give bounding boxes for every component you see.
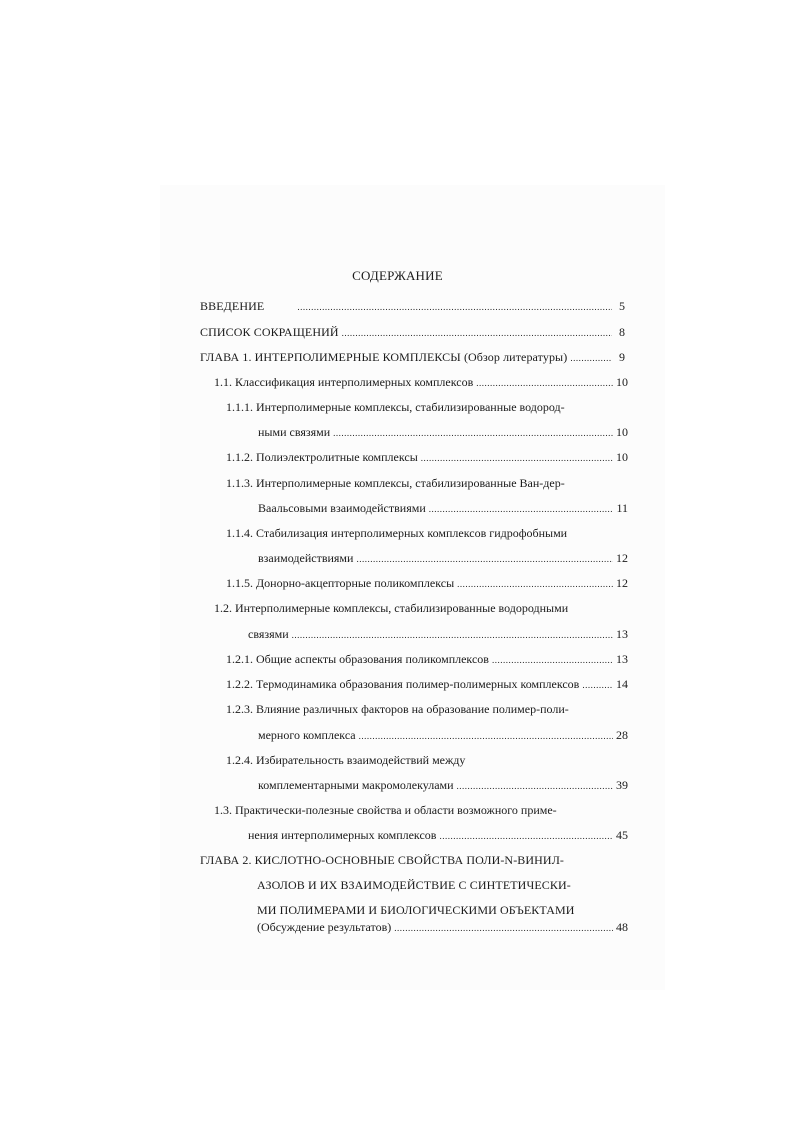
leader-dots: [476, 376, 613, 391]
entry-text: ГЛАВА 1. ИНТЕРПОЛИМЕРНЫЕ КОМПЛЕКСЫ (Обзор литературы): [200, 350, 568, 364]
leader-dots: [292, 628, 613, 643]
entry-text: 1.2.1. Общие аспекты образования поликомплексов: [226, 652, 489, 666]
entry-text: комплементарными макромолекулами: [258, 778, 454, 792]
leader-dots: [439, 829, 613, 844]
entry-text: 1.2.2. Термодинамика образования полимер-полимерных комплексов: [226, 677, 580, 691]
toc-entry-1-1-4-line1[interactable]: 1.1.4. Стабилизация интерполимерных комплексов гидрофобными: [226, 526, 568, 540]
toc-entry-1-1[interactable]: [214, 375, 628, 391]
page-number: 45: [616, 828, 628, 842]
entry-text: 1.1.2. Полиэлектролитные комплексы: [226, 450, 418, 464]
entry-text: связями: [248, 627, 289, 641]
page-number: 5: [619, 299, 625, 313]
leader-dots: [342, 326, 612, 341]
entry-text: (Обсуждение результатов): [257, 920, 392, 934]
toc-entry-1-1-1[interactable]: [258, 425, 628, 441]
entry-text: 1.1.5. Донорно-акцепторные поликомплексы: [226, 576, 455, 590]
entry-text: взаимодействиями: [258, 551, 354, 565]
toc-entry-1-1-2[interactable]: [226, 450, 628, 466]
toc-entry-1-1-3-line1[interactable]: 1.1.3. Интерполимерные комплексы, стабилизированные Ван-дер-: [226, 476, 565, 490]
leader-dots: [333, 426, 613, 441]
leader-dots: [570, 351, 612, 366]
toc-entry-1-2-4-line1[interactable]: 1.2.4. Избирательность взаимодействий между: [226, 753, 466, 767]
page-number: 39: [616, 778, 628, 792]
leader-dots: [359, 729, 613, 744]
toc-title: СОДЕРЖАНИЕ: [352, 268, 443, 283]
toc-entry-chapter-2-line1[interactable]: ГЛАВА 2. КИСЛОТНО-ОСНОВНЫЕ СВОЙСТВА ПОЛИ-N-ВИНИЛ-: [200, 853, 565, 867]
page-number: 10: [616, 375, 628, 389]
leader-dots: [394, 921, 613, 936]
leader-dots: [429, 502, 614, 517]
toc-entry-1-3[interactable]: [248, 828, 628, 844]
toc-entry-1-2-3-line1[interactable]: 1.2.3. Влияние различных факторов на образование полимер-поли-: [226, 702, 569, 716]
entry-text: ВВЕДЕНИЕ: [200, 299, 265, 313]
page-number: 48: [616, 920, 628, 934]
leader-dots: [582, 678, 613, 693]
page-number: 28: [616, 728, 628, 742]
toc-entry-abbreviations[interactable]: [200, 325, 625, 341]
toc-entry-chapter-1[interactable]: [200, 350, 625, 366]
page-number: 9: [619, 350, 625, 364]
leader-dots: [492, 653, 613, 668]
toc-entry-1-2-2[interactable]: [226, 677, 628, 693]
toc-entry-1-1-5[interactable]: [226, 576, 628, 592]
page-number: 14: [616, 677, 628, 691]
leader-dots: [457, 779, 613, 794]
toc-entry-1-2[interactable]: [248, 627, 628, 643]
leader-dots: [421, 451, 613, 466]
leader-dots: [297, 300, 612, 315]
leader-dots: [457, 577, 613, 592]
entry-text: ными связями: [258, 425, 331, 439]
toc-entry-1-1-4[interactable]: [258, 551, 628, 567]
toc-entry-1-2-line1[interactable]: 1.2. Интерполимерные комплексы, стабилизированные водородными: [214, 601, 569, 615]
toc-entry-1-1-3[interactable]: [258, 501, 628, 517]
toc-entry-chapter-2[interactable]: [257, 920, 628, 936]
toc-entry-chapter-2-line3[interactable]: МИ ПОЛИМЕРАМИ И БИОЛОГИЧЕСКИМИ ОБЪЕКТАМИ: [257, 903, 575, 917]
page-number: 8: [619, 325, 625, 339]
entry-text: СПИСОК СОКРАЩЕНИЙ: [200, 325, 339, 339]
entry-text: нения интерполимерных комплексов: [248, 828, 437, 842]
page-number: 10: [616, 425, 628, 439]
toc-entry-1-2-3[interactable]: [258, 728, 628, 744]
toc-entry-1-1-1-line1[interactable]: 1.1.1. Интерполимерные комплексы, стабилизированные водород-: [226, 400, 565, 414]
toc-entry-intro[interactable]: [200, 299, 625, 315]
entry-text: Ваальсовыми взаимодействиями: [258, 501, 426, 515]
page-number: 11: [616, 501, 628, 515]
toc-entry-chapter-2-line2[interactable]: АЗОЛОВ И ИХ ВЗАИМОДЕЙСТВИЕ С СИНТЕТИЧЕСКИ-: [257, 878, 571, 892]
page-number: 12: [616, 551, 628, 565]
page-number: 10: [616, 450, 628, 464]
toc-entry-1-2-1[interactable]: [226, 652, 628, 668]
leader-dots: [356, 552, 613, 567]
toc-entry-1-3-line1[interactable]: 1.3. Практически-полезные свойства и области возможного приме-: [214, 803, 557, 817]
page-number: 13: [616, 627, 628, 641]
entry-text: мерного комплекса: [258, 728, 356, 742]
page-number: 12: [616, 576, 628, 590]
toc-entry-1-2-4[interactable]: [258, 778, 628, 794]
page-number: 13: [616, 652, 628, 666]
entry-text: 1.1. Классификация интерполимерных комплексов: [214, 375, 474, 389]
